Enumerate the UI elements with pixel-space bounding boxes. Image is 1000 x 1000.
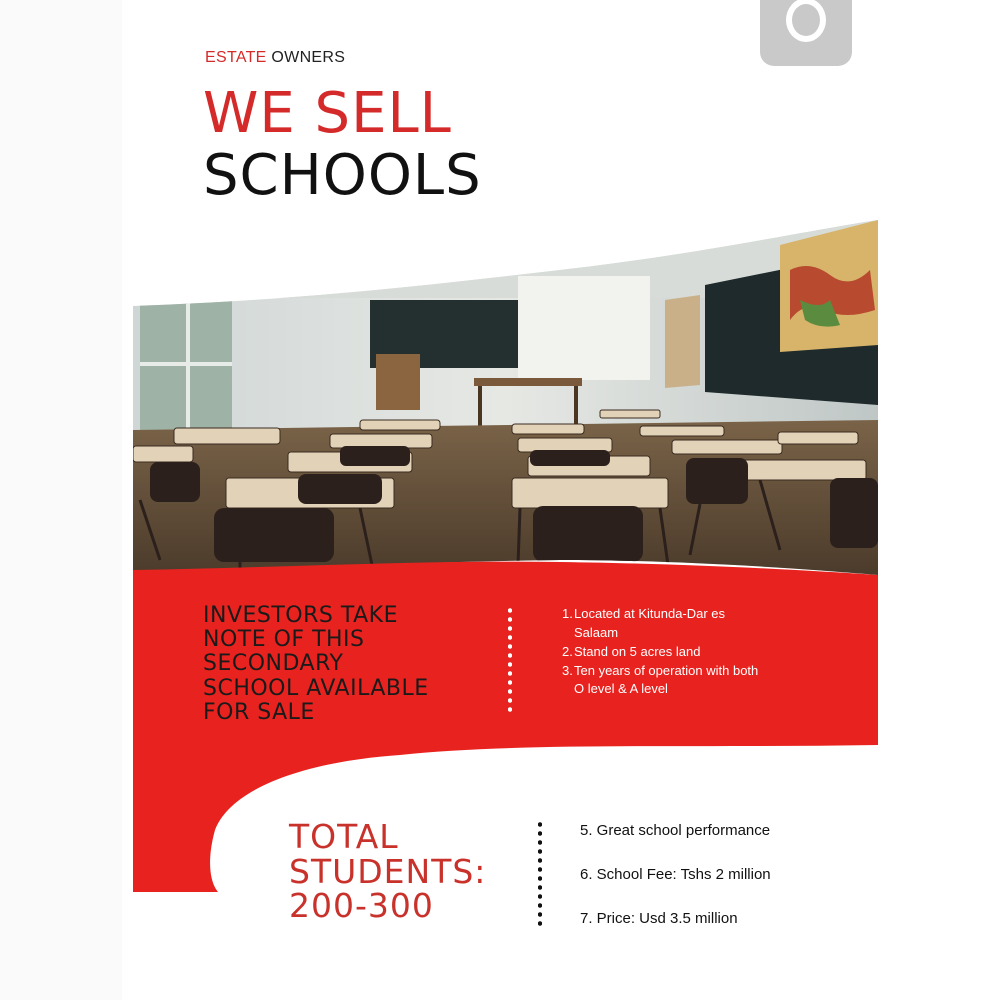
investors-notice (203, 604, 493, 725)
investors-line: NOTE OF THIS (203, 627, 365, 653)
investors-line: SCHOOL AVAILABLE (203, 675, 429, 701)
headline-schools: SCHOOLS (203, 143, 482, 208)
list-item: 5. Great school performance (580, 822, 771, 839)
investors-line: FOR SALE (203, 699, 315, 725)
estate-owners-label (205, 49, 345, 67)
list-item: 1. Located at Kitunda-Dar es Salaam (562, 606, 726, 640)
features-list (562, 605, 762, 699)
total-students (289, 817, 487, 926)
list-item: 3. Ten years of operation with both O level & A level (562, 662, 759, 697)
total-line: TOTAL (289, 817, 399, 856)
investors-line: INVESTORS TAKE (203, 603, 398, 628)
eyebrow-black-text: OWNERS (266, 49, 346, 66)
dotted-divider (538, 820, 542, 930)
headline-we-sell: WE SELL (203, 81, 452, 146)
list-item: 2. Stand on 5 acres land (562, 643, 701, 659)
list-item: 7. Price: Usd 3.5 million (580, 910, 738, 927)
classroom-photo (133, 210, 878, 580)
investors-line: SECONDARY (203, 651, 344, 677)
total-line: 200-300 (289, 886, 434, 926)
total-line: STUDENTS: (289, 851, 487, 891)
eyebrow-red-text: ESTATE (205, 49, 267, 66)
list-item: 6. School Fee: Tshs 2 million (580, 866, 771, 883)
details-list (580, 822, 771, 954)
dotted-divider (508, 606, 512, 712)
